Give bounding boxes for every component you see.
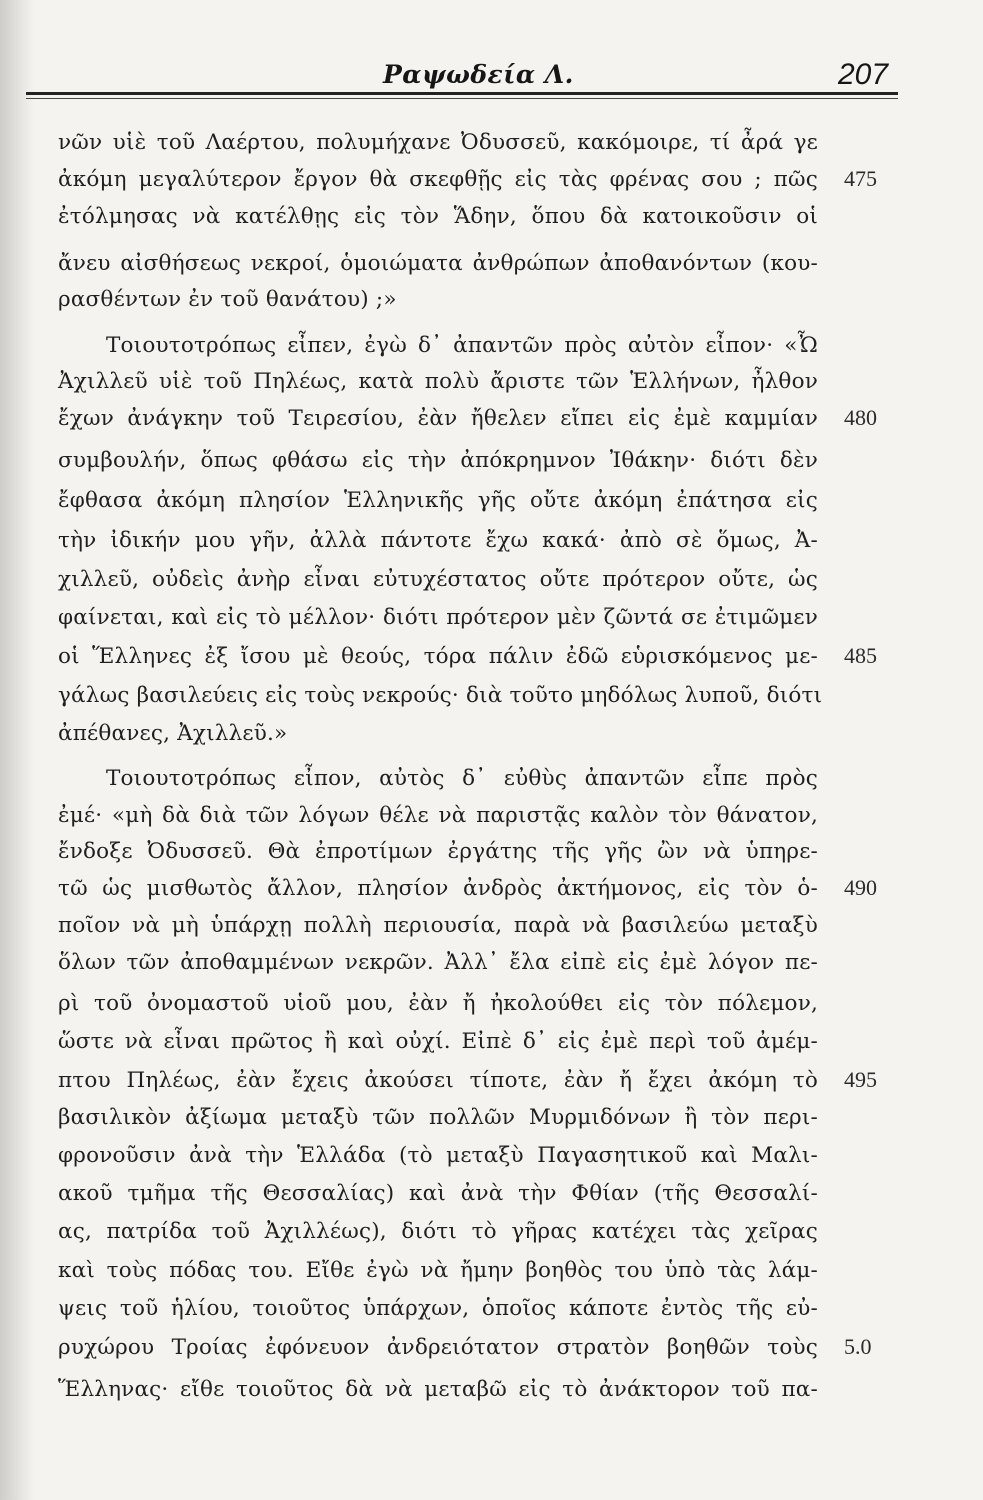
page-gutter-shadow — [0, 0, 34, 1500]
page-header — [0, 52, 983, 92]
text-line: φρονοῦσιν ἀνὰ τὴν Ἑλλάδα (τὸ μεταξὺ Παγασητικοῦ καὶ Μαλι- — [58, 1143, 818, 1168]
text-line: ακοῦ τμῆμα τῆς Θεσσαλίας) καὶ ἀνὰ τὴν Φθίαν (τῆς Θεσσαλί- — [58, 1181, 818, 1206]
text-line: οἱ Ἕλληνες ἐξ ἴσου μὲ θεούς, τόρα πάλιν ἐδῶ εὑρισκόμενος με- — [58, 644, 818, 669]
text-line: ὅλων τῶν ἀποθαμμένων νεκρῶν. Ἀλλ᾽ ἔλα εἰπὲ εἰς ἐμὲ λόγον πε- — [58, 950, 818, 975]
text-line: ἀπέθανες, Ἀχιλλεῦ.» — [58, 721, 288, 746]
header-rule — [26, 92, 898, 95]
page-number: 207 — [838, 58, 889, 91]
text-line: φαίνεται, καὶ εἰς τὸ μέλλον· διότι πρότερον μὲν ζῶντά σε ἐτιμῶμεν — [58, 605, 818, 630]
text-line: ἔνδοξε Ὀδυσσεῦ. Θὰ ἐπροτίμων ἐργάτης τῆς γῆς ὢν νὰ ὑπηρε- — [58, 839, 818, 864]
text-line: ἀκόμη μεγαλύτερον ἔργον θὰ σκεφθῇς εἰς τὰς φρένας σου ; πῶς — [58, 167, 818, 192]
text-line: τὴν ἰδικήν μου γῆν, ἀλλὰ πάντοτε ἔχω κακά· ἀπὸ σὲ ὅμως, Ἀ- — [58, 528, 818, 553]
text-line: Ἀχιλλεῦ υἱὲ τοῦ Πηλέως, κατὰ πολὺ ἄριστε τῶν Ἑλλήνων, ἦλθον — [58, 369, 818, 394]
text-line: ρυχώρου Τροίας ἐφόνευον ἀνδρειότατον στρατὸν βοηθῶν τοὺς — [58, 1335, 818, 1360]
line-number-490: 490 — [844, 875, 877, 900]
line-number-500: 5.0 — [844, 1334, 872, 1359]
line-number-475: 475 — [844, 166, 877, 191]
text-line: βασιλικὸν ἀξίωμα μεταξὺ τῶν πολλῶν Μυρμιδόνων ἢ τὸν περι- — [58, 1105, 818, 1130]
text-line: ἐτόλμησας νὰ κατέλθῃς εἰς τὸν Ἅδην, ὅπου δὰ κατοικοῦσιν οἱ — [58, 204, 818, 229]
text-line: Ἕλληνας· εἴθε τοιοῦτος δὰ νὰ μεταβῶ εἰς τὸ ἀνάκτορον τοῦ πα- — [58, 1377, 818, 1402]
text-line: πτου Πηλέως, ἐὰν ἔχεις ἀκούσει τίποτε, ἐὰν ἤ ἔχει ἀκόμη τὸ — [58, 1068, 818, 1093]
text-line: γάλως βασιλεύεις εἰς τοὺς νεκρούς· διὰ τοῦτο μηδόλως λυποῦ, διότι — [58, 683, 823, 708]
text-line: ψεις τοῦ ἡλίου, τοιοῦτος ὑπάρχων, ὁποῖος κάποτε ἐντὸς τῆς εὐ- — [58, 1296, 818, 1321]
text-line: τῶ ὡς μισθωτὸς ἄλλον, πλησίον ἀνδρὸς ἀκτήμονος, εἰς τὸν ὁ- — [58, 876, 818, 901]
text-line: ἔφθασα ἀκόμη πλησίον Ἑλληνικῆς γῆς οὔτε ἀκόμη ἐπάτησα εἰς — [58, 488, 818, 513]
text-line: ρασθέντων ἐν τοῦ θανάτου) ;» — [58, 287, 397, 312]
text-line: νῶν υἱὲ τοῦ Λαέρτου, πολυμήχανε Ὀδυσσεῦ, κακόμοιρε, τί ἆρά γε — [58, 130, 818, 155]
header-rule-thin — [26, 98, 898, 99]
text-line: ὥστε νὰ εἶναι πρῶτος ἢ καὶ οὐχί. Εἰπὲ δ᾽ εἰς ἐμὲ περὶ τοῦ ἀμέμ- — [58, 1029, 818, 1054]
text-line: συμβουλήν, ὅπως φθάσω εἰς τὴν ἀπόκρημνον Ἰθάκην· διότι δὲν — [58, 448, 818, 473]
text-line: καὶ τοὺς πόδας του. Εἴθε ἐγὼ νὰ ἤμην βοηθὸς του ὑπὸ τὰς λάμ- — [58, 1258, 818, 1283]
line-number-485: 485 — [844, 643, 877, 668]
line-number-495: 495 — [844, 1067, 877, 1092]
text-line: ἄνευ αἰσθήσεως νεκροί, ὁμοιώματα ἀνθρώπων ἀποθανόντων (κου- — [58, 251, 818, 276]
text-line: Τοιουτοτρόπως εἶπεν, ἐγὼ δ᾽ ἀπαντῶν πρὸς αὐτὸν εἶπον· «Ὦ — [106, 333, 818, 358]
text-line: ἔχων ἀνάγκην τοῦ Τειρεσίου, ἐὰν ἤθελεν εἴπει εἰς ἐμὲ καμμίαν — [58, 406, 818, 431]
text-line: ρὶ τοῦ ὀνομαστοῦ υἱοῦ μου, ἐὰν ἤ ἠκολούθει εἰς τὸν πόλεμον, — [58, 991, 818, 1016]
text-line: ἐμέ· «μὴ δὰ διὰ τῶν λόγων θέλε νὰ παριστᾷς καλὸν τὸν θάνατον, — [58, 803, 818, 828]
text-line: χιλλεῦ, οὐδεὶς ἀνὴρ εἶναι εὐτυχέστατος οὔτε πρότερον οὔτε, ὡς — [58, 567, 818, 592]
text-line: ας, πατρίδα τοῦ Ἀχιλλέως), διότι τὸ γῆρας κατέχει τὰς χεῖρας — [58, 1219, 818, 1244]
text-line: ποῖον νὰ μὴ ὑπάρχῃ πολλὴ περιουσία, παρὰ νὰ βασιλεύω μεταξὺ — [58, 913, 818, 938]
text-line: Τοιουτοτρόπως εἶπον, αὐτὸς δ᾽ εὐθὺς ἀπαντῶν εἶπε πρὸς — [106, 766, 818, 791]
running-title: Ραψωδεία Λ. — [383, 60, 574, 89]
line-number-480: 480 — [844, 405, 877, 430]
